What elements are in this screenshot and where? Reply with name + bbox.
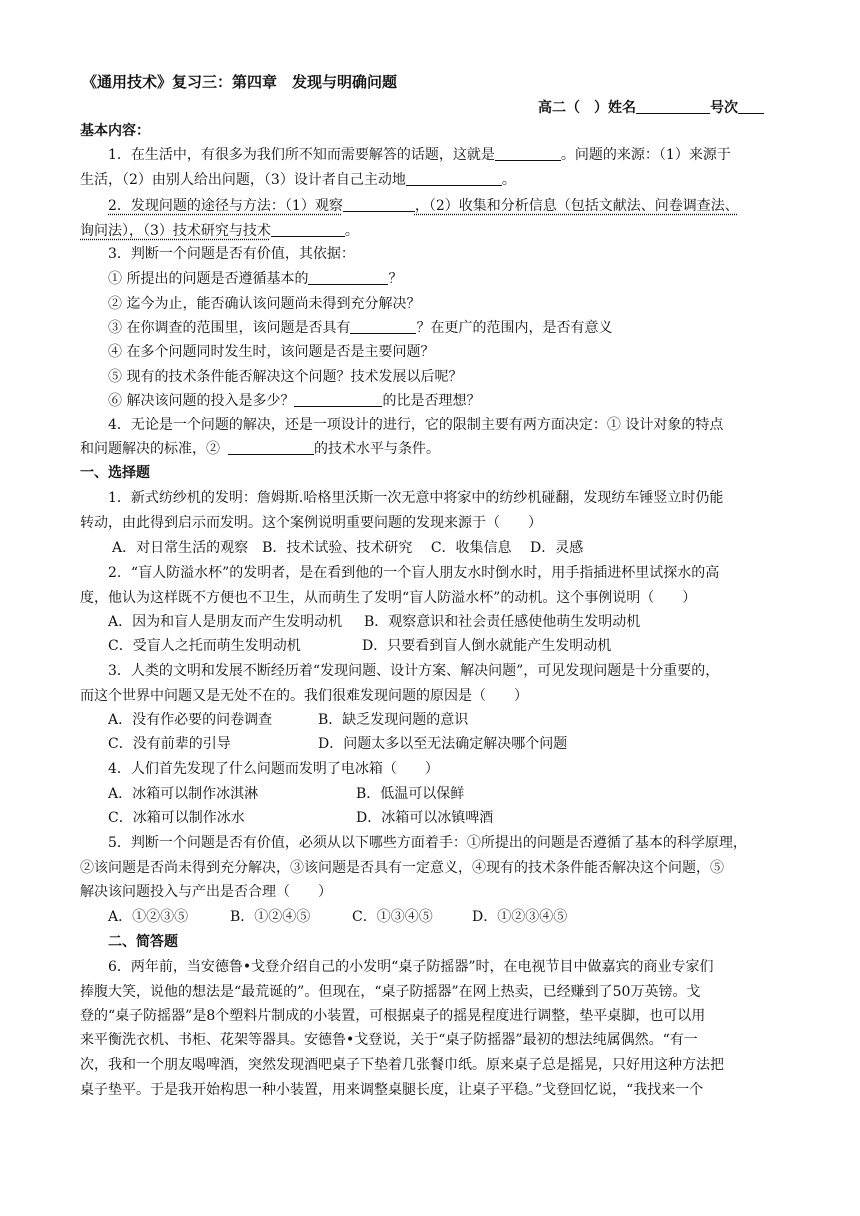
basic-q4-line1: 4．无论是一个问题的解决，还是一项设计的进行，它的限制主要有两方面决定：① 设计对象的特点 (108, 417, 724, 433)
name-blank[interactable] (636, 99, 710, 114)
mc5-line3: 解决该问题投入与产出是否合理（ ） (80, 884, 332, 900)
basic-q3: 3．判断一个问题是否有价值，其依据： (108, 246, 355, 262)
mc4-line1: 4．人们首先发现了什么问题而发明了电冰箱（ ） (108, 761, 439, 777)
blank-c1[interactable] (308, 270, 388, 285)
number-label: 号次 (710, 100, 738, 116)
blank-q4[interactable] (228, 440, 314, 455)
mc5-option-b[interactable]: B．①②④⑤ (230, 909, 311, 925)
blank-c6[interactable] (294, 392, 382, 407)
mc2-line2: 度，他认为这样既不方便也不卫生，从而萌生了发明“盲人防溢水杯”的动机。这个事例说明（ ） (80, 590, 697, 606)
essay-line1: 6．两年前，当安德鲁•戈登介绍自己的小发明“桌子防摇器”时，在电视节目中做嘉宾的商业专家们 (108, 959, 714, 975)
essay-line4: 来平衡洗衣机、书柜、花架等器具。安德鲁•戈登说，关于“桌子防摇器”最初的想法纯属偶然。“有一 (80, 1032, 698, 1048)
number-blank[interactable] (738, 99, 764, 114)
mc3-option-a[interactable]: A．没有作必要的问卷调查 (108, 712, 273, 728)
blank-q2-tech[interactable] (271, 222, 345, 237)
criterion-3: ③ 在你调查的范围里，该问题是否具有 ？在更广的范围内，是否有意义 (108, 320, 613, 336)
mc4-option-a[interactable]: A．冰箱可以制作冰淇淋 (108, 786, 259, 802)
blank-q2-observe[interactable] (343, 197, 415, 212)
essay-line3: 登的“桌子防摇器”是8个塑料片制成的小装置，可根据桌子的摇晃程度进行调整，垫平桌脚，也可以用 (80, 1008, 706, 1024)
mc5-option-c[interactable]: C．①③④⑤ (352, 909, 433, 925)
mc5-option-d[interactable]: D．①②③④⑤ (472, 909, 568, 925)
basic-q1-line1: 1．在生活中，有很多为我们所不知而需要解答的话题，这就是 。问题的来源：（1）来源于 (108, 147, 731, 163)
student-info-line (538, 98, 764, 118)
essay-line2: 捧腹大笑，说他的想法是“最荒诞的”。但现在，“桌子防摇器”在网上热卖，已经赚到了50万英镑。戈 (80, 984, 701, 1000)
basic-q4-line2: 和问题解决的标准，② 的技术水平与条件。 (80, 441, 440, 457)
criterion-6: ⑥ 解决该问题的投入是多少？ 的比是否理想？ (108, 393, 481, 409)
mc5-option-a[interactable]: A．①②③⑤ (108, 909, 189, 925)
mc5-line1: 5．判断一个问题是否有价值，必须从以下哪些方面着手：①所提出的问题是否遵循了基本的科学原理， (108, 835, 747, 851)
basic-q1-line2: 生活，（2）由别人给出问题，（3）设计者自己主动地 。 (80, 172, 516, 188)
mc2-line1: 2．“盲人防溢水杯”的发明者，是在看到他的一个盲人朋友水时倒水时，用手指插进杯里试探水的高 (108, 565, 720, 581)
mc5-line2: ②该问题是否尚未得到充分解决，③该问题是否具有一定意义，④现有的技术条件能否解决这个问题，⑤ (80, 860, 724, 876)
mc4-option-c[interactable]: C．冰箱可以制作冰水 (108, 810, 245, 826)
criterion-2: ② 迄今为止，能否确认该问题尚未得到充分解决？ (108, 296, 421, 312)
mc2-option-c[interactable]: C．受盲人之托而萌生发明动机 (108, 638, 301, 654)
mc2-option-a[interactable]: A．因为和盲人是朋友而产生发明动机 (108, 614, 343, 630)
blank-c3[interactable] (350, 319, 416, 334)
criterion-5: ⑤ 现有的技术条件能否解决这个问题？技术发展以后呢？ (108, 369, 463, 385)
mc1-line1: 1．新式纺纱机的发明：詹姆斯.哈格里沃斯一次无意中将家中的纺纱机碰翻，发现纺车锤竖立时仍能 (108, 490, 724, 506)
mc1-line2: 转动，由此得到启示而发明。这个案例说明重要问题的发现来源于（ ） (80, 515, 542, 531)
mc2-option-b[interactable]: B．观察意识和社会责任感使他萌生发明动机 (364, 614, 641, 630)
blank-q1-topic[interactable] (495, 146, 561, 161)
mc3-line2: 而这个世界中问题又是无处不在的。我们很难发现问题的原因是（ ） (80, 688, 528, 704)
section2-heading: 二、简答题 (108, 934, 178, 950)
class-name-label: 高二（ ）姓名 (538, 100, 636, 116)
basic-q2-line2: 询问法），（3）技术研究与技术 。 (80, 223, 359, 239)
blank-q1-source[interactable] (406, 171, 502, 186)
mc1-options[interactable]: A．对日常生活的观察 B．技术试验、技术研究 C．收集信息 D．灵感 (112, 540, 584, 556)
basic-heading: 基本内容： (80, 123, 150, 139)
document-title: 《通用技术》复习三：第四章 发现与明确问题 (82, 73, 398, 91)
mc3-option-c[interactable]: C．没有前辈的引导 (108, 736, 231, 752)
essay-line5: 次，我和一个朋友喝啤酒，突然发现酒吧桌子下垫着几张餐巾纸。原来桌子总是摇晃，只好用这种方法把 (80, 1057, 724, 1073)
mc2-option-d[interactable]: D．只要看到盲人倒水就能产生发明动机 (362, 638, 612, 654)
essay-line6: 桌子垫平。于是我开始构思一种小装置，用来调整桌腿长度，让桌子平稳。”戈登回忆说，“我找来一个 (80, 1082, 704, 1098)
criterion-4: ④ 在多个问题同时发生时，该问题是否是主要问题？ (108, 344, 435, 360)
mc4-option-d[interactable]: D．冰箱可以冰镇啤酒 (356, 810, 494, 826)
mc3-option-d[interactable]: D．问题太多以至无法确定解决哪个问题 (318, 736, 568, 752)
section1-heading: 一、选择题 (80, 465, 150, 481)
criterion-1: ① 所提出的问题是否遵循基本的 ？ (108, 271, 403, 287)
basic-q2-line1: 2．发现问题的途径与方法：（1）观察 ，（2）收集和分析信息（包括文献法、问卷调查法、 (108, 198, 739, 214)
mc3-line1: 3．人类的文明和发展不断经历着“发现问题、设计方案、解决问题”，可见发现问题是十分重要的， (108, 663, 720, 679)
mc4-option-b[interactable]: B．低温可以保鲜 (356, 786, 465, 802)
mc3-option-b[interactable]: B．缺乏发现问题的意识 (318, 712, 469, 728)
